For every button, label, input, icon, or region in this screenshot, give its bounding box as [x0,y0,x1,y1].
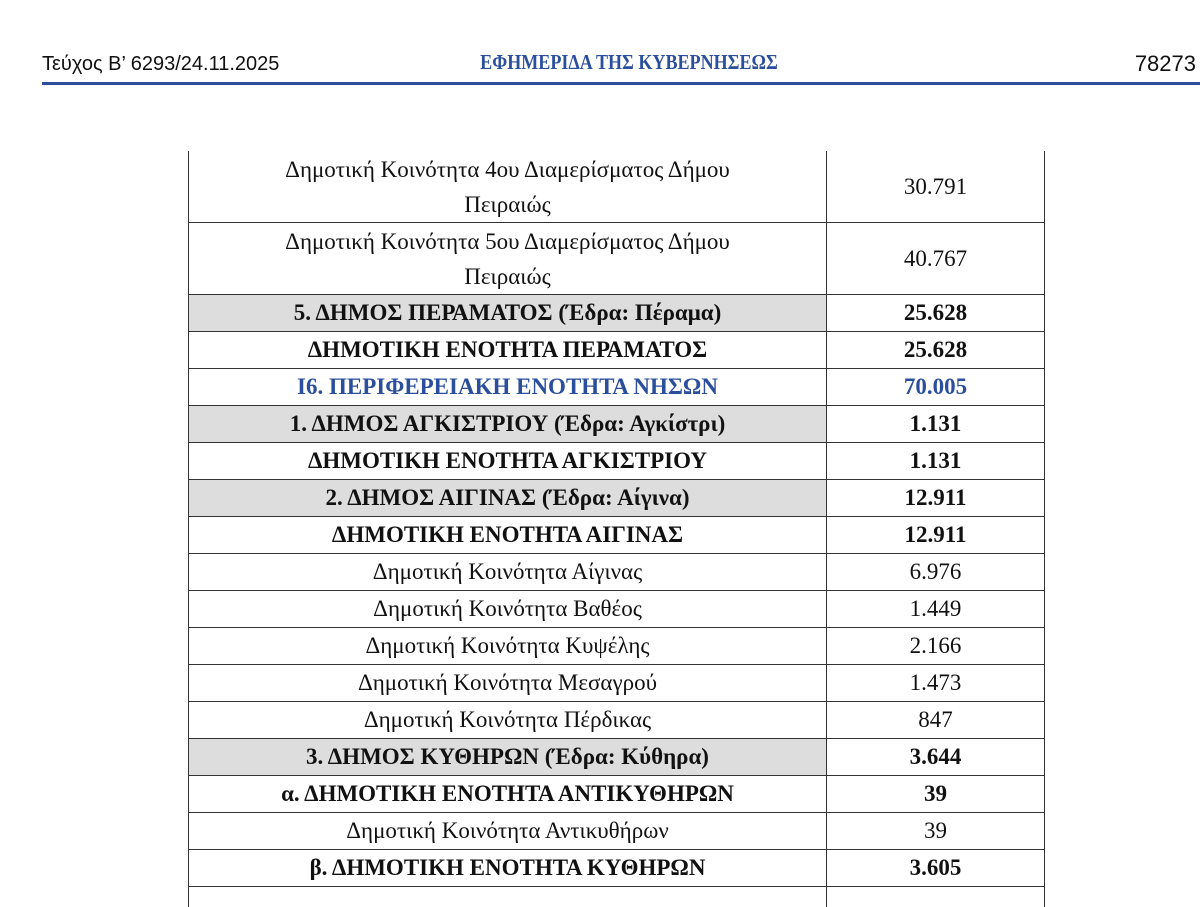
table-row [189,554,1045,591]
population-table-body [189,151,1045,907]
row-population-value: 847 [827,702,1045,739]
row-population-value: 39 [827,776,1045,813]
table-row [189,517,1045,554]
table-row [189,223,1045,295]
row-population-value: 70.005 [827,369,1045,406]
table-row [189,850,1045,887]
row-name-cell [189,223,827,295]
table-row [189,591,1045,628]
row-name-cell: ΔΗΜΟΤΙΚΗ ΕΝΟΤΗΤΑ ΠΕΡΑΜΑΤΟΣ [189,332,827,369]
table-row [189,739,1045,776]
table-row [189,628,1045,665]
row-name-line1: Δημοτική Κοινότητα 4ου Διαμερίσματος Δήμου [239,152,776,187]
table-row [189,702,1045,739]
row-name-cell: β. ΔΗΜΟΤΙΚΗ ΕΝΟΤΗΤΑ ΚΥΘΗΡΩΝ [189,850,827,887]
row-population-value: 3.605 [827,850,1045,887]
row-name-cell: Δημοτική Κοινότητα Πέρδικας [189,702,827,739]
row-name-cell [189,151,827,223]
row-population-value: 12.911 [827,480,1045,517]
continuation-cell [189,887,827,907]
row-population-value: 1.473 [827,665,1045,702]
row-population-value: 2.166 [827,628,1045,665]
journal-title: ΕΦΗΜΕΡΙΔΑ ΤΗΣ ΚΥΒΕΡΝΗΣΕΩΣ [88,50,1170,75]
row-name-line2: Πειραιώς [239,187,776,222]
row-name-cell: ΔΗΜΟΤΙΚΗ ΕΝΟΤΗΤΑ ΑΓΚΙΣΤΡΙΟΥ [189,443,827,480]
row-name-cell: ΔΗΜΟΤΙΚΗ ΕΝΟΤΗΤΑ ΑΙΓΙΝΑΣ [189,517,827,554]
table-row [189,332,1045,369]
row-name-cell: 1. ΔΗΜΟΣ ΑΓΚΙΣΤΡΙΟΥ (Έδρα: Αγκίστρι) [189,406,827,443]
row-name-cell: Δημοτική Κοινότητα Κυψέλης [189,628,827,665]
table-row [189,776,1045,813]
row-name-cell: 2. ΔΗΜΟΣ ΑΙΓΙΝΑΣ (Έδρα: Αίγινα) [189,480,827,517]
row-population-value: 25.628 [827,295,1045,332]
row-name-cell: Δημοτική Κοινότητα Βαθέος [189,591,827,628]
population-table [188,151,1045,907]
continuation-cell [827,887,1045,907]
row-name-cell: Δημοτική Κοινότητα Αντικυθήρων [189,813,827,850]
row-population-value: 1.449 [827,591,1045,628]
table-row [189,480,1045,517]
page-number: 78273 [1135,51,1196,77]
row-population-value: 25.628 [827,332,1045,369]
table-row [189,665,1045,702]
row-population-value: 1.131 [827,406,1045,443]
row-population-value: 40.767 [827,223,1045,295]
row-name-line1: Δημοτική Κοινότητα 5ου Διαμερίσματος Δήμου [239,224,776,259]
row-population-value: 1.131 [827,443,1045,480]
row-name-cell: 3. ΔΗΜΟΣ ΚΥΘΗΡΩΝ (Έδρα: Κύθηρα) [189,739,827,776]
row-name-cell: α. ΔΗΜΟΤΙΚΗ ΕΝΟΤΗΤΑ ΑΝΤΙΚΥΘΗΡΩΝ [189,776,827,813]
row-name-cell: Ι6. ΠΕΡΙΦΕΡΕΙΑΚΗ ΕΝΟΤΗΤΑ ΝΗΣΩΝ [189,369,827,406]
table-row [189,406,1045,443]
table-row [189,443,1045,480]
header-rule [42,82,1200,85]
row-population-value: 30.791 [827,151,1045,223]
row-name-line2: Πειραιώς [239,259,776,294]
row-name-cell: Δημοτική Κοινότητα Μεσαγρού [189,665,827,702]
row-population-value: 3.644 [827,739,1045,776]
row-population-value: 6.976 [827,554,1045,591]
table-row [189,151,1045,223]
page-header [0,0,1200,90]
table-continuation-row [189,887,1045,907]
row-population-value: 12.911 [827,517,1045,554]
table-row [189,813,1045,850]
row-name-cell: 5. ΔΗΜΟΣ ΠΕΡΑΜΑΤΟΣ (Έδρα: Πέραμα) [189,295,827,332]
issue-reference: Τεύχος Β’ 6293/24.11.2025 [42,53,279,76]
table-row [189,295,1045,332]
table-row [189,369,1045,406]
row-population-value: 39 [827,813,1045,850]
row-name-cell: Δημοτική Κοινότητα Αίγινας [189,554,827,591]
